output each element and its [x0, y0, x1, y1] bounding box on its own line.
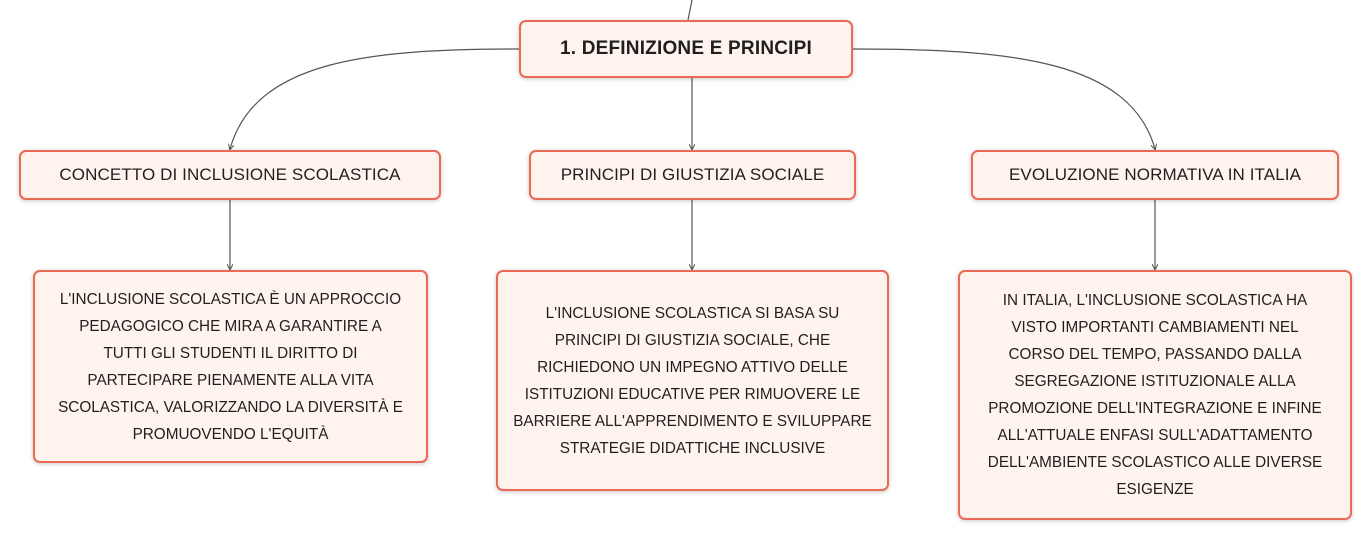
detail-node-concetto-inclusione[interactable]	[33, 270, 428, 463]
topic-node-concetto-inclusione[interactable]	[19, 150, 441, 200]
connector-parent-to-root	[688, 0, 692, 20]
topic-label: EVOLUZIONE NORMATIVA IN ITALIA	[1008, 165, 1302, 184]
detail-text	[513, 300, 872, 462]
detail-line: RICHIEDONO UN IMPEGNO ATTIVO DELLE	[537, 358, 848, 376]
detail-line: TUTTI GLI STUDENTI IL DIRITTO DI	[103, 344, 358, 362]
root-topic-label: 1. DEFINIZIONE E PRINCIPI	[559, 38, 813, 59]
connector-root-to-topic-1	[230, 49, 519, 149]
detail-line: IN ITALIA, L'INCLUSIONE SCOLASTICA HA	[1002, 292, 1308, 309]
detail-line: PROMUOVENDO L'EQUITÀ	[132, 425, 329, 443]
detail-line: ESIGENZE	[1116, 481, 1194, 498]
detail-line: SEGREGAZIONE ISTITUZIONALE ALLA	[1014, 373, 1296, 390]
detail-line: ISTITUZIONI EDUCATIVE PER RIMUOVERE LE	[524, 385, 861, 403]
detail-line: BARRIERE ALL'APPRENDIMENTO E SVILUPPARE	[513, 412, 872, 430]
detail-line: PEDAGOGICO CHE MIRA A GARANTIRE A	[79, 317, 382, 335]
topic-label: CONCETTO DI INCLUSIONE SCOLASTICA	[59, 165, 401, 184]
detail-line: DELL'AMBIENTE SCOLASTICO ALLE DIVERSE	[987, 454, 1323, 471]
detail-line: ALL'ATTUALE ENFASI SULL'ADATTAMENTO	[997, 427, 1313, 444]
root-topic-node[interactable]	[519, 20, 853, 78]
detail-node-giustizia-sociale[interactable]	[496, 270, 889, 491]
detail-line: L'INCLUSIONE SCOLASTICA È UN APPROCCIO	[59, 290, 402, 308]
topic-node-giustizia-sociale[interactable]	[529, 150, 856, 200]
detail-line: STRATEGIE DIDATTICHE INCLUSIVE	[559, 439, 826, 457]
detail-line: VISTO IMPORTANTI CAMBIAMENTI NEL	[1011, 319, 1299, 336]
topic-label: PRINCIPI DI GIUSTIZIA SOCIALE	[560, 165, 825, 184]
detail-line: L'INCLUSIONE SCOLASTICA SI BASA SU	[545, 304, 840, 322]
detail-line: CORSO DEL TEMPO, PASSANDO DALLA	[1008, 346, 1302, 363]
detail-line: PRINCIPI DI GIUSTIZIA SOCIALE, CHE	[554, 331, 831, 349]
detail-line: PARTECIPARE PIENAMENTE ALLA VITA	[87, 371, 374, 389]
detail-text	[58, 286, 403, 448]
topic-node-evoluzione-normativa[interactable]	[971, 150, 1339, 200]
connector-root-to-topic-3	[853, 49, 1155, 149]
detail-line: PROMOZIONE DELL'INTEGRAZIONE E INFINE	[988, 400, 1322, 417]
detail-text	[988, 287, 1322, 503]
detail-line: SCOLASTICA, VALORIZZANDO LA DIVERSITÀ E	[58, 398, 403, 416]
detail-node-evoluzione-normativa[interactable]	[958, 270, 1352, 520]
